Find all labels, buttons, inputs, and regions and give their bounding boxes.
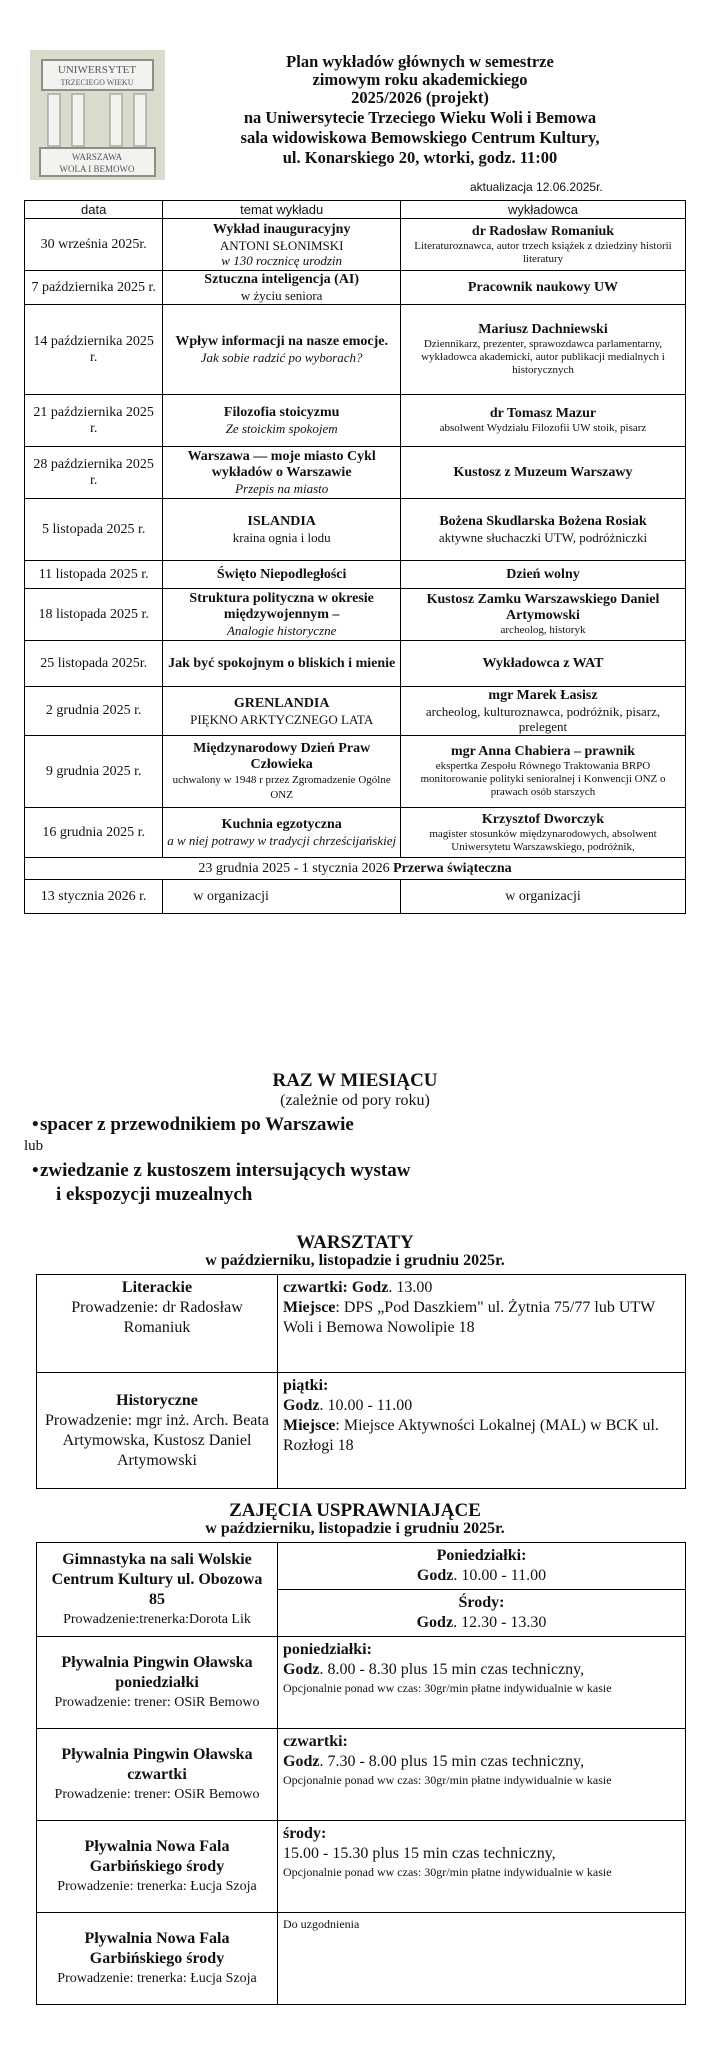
pool-4-note: Do uzgodnienia	[283, 1917, 360, 1931]
lecture-date: 7 października 2025 r.	[25, 271, 163, 305]
pool-4-name: Pływalnia Nowa Fala Garbińskiego środy	[84, 1929, 230, 1967]
lecture-note: Jak sobie radzić po wyborach?	[200, 350, 363, 365]
fitness-title: ZAJĘCIA USPRAWNIAJĄCE	[229, 1500, 481, 1521]
lecture-lecturer	[400, 219, 685, 271]
workshop-history-day: piątki:	[283, 1377, 329, 1394]
table-row	[37, 1637, 686, 1729]
workshop-literary-place: : DPS „Pod Daszkiem" ul. Żytnia 75/77 lub UTW Woli i Bemowa Nowolipie 18	[283, 1299, 655, 1336]
lecturer-description: Dziennikarz, prezenter, sprawozdawca parlamentarny, wykładowca akademicki, autor publikacji medialnych i historycznych	[421, 338, 665, 376]
lecture-date: 18 listopada 2025 r.	[25, 589, 163, 641]
pool-2-time: . 7.30 - 8.00 plus 15 min czas techniczny,	[319, 1753, 585, 1770]
monthly-item-walk: • spacer z przewodnikiem po Warszawie	[40, 1114, 354, 1136]
lecturer-name: Wykładowca z WAT	[482, 655, 604, 671]
table-row	[37, 1543, 686, 1590]
lecture-topic	[163, 561, 401, 589]
workshops-title: WARSZTATY	[296, 1232, 414, 1253]
workshop-history-time: . 10.00 - 11.00	[319, 1397, 413, 1414]
lecturer-name: Pracownik naukowy UW	[467, 279, 619, 295]
pool-3-note: Opcjonalnie ponad ww czas: 30gr/min płatne indywidualnie w kasie	[283, 1865, 612, 1879]
lecture-topic	[163, 808, 401, 858]
monthly-subtitle: (zależnie od pory roku)	[280, 1092, 430, 1109]
table-row	[37, 1373, 686, 1489]
lecturer-name: mgr Anna Chabiera – prawnik	[450, 744, 636, 759]
lecturer-description: aktywne słuchaczki UTW, podróżniczki	[438, 530, 648, 545]
pool-3-lead: Prowadzenie: trenerka: Łucja Szoja	[57, 1878, 257, 1894]
pool-3-time: 15.00 - 15.30 plus 15 min czas techniczny,	[283, 1845, 556, 1862]
lecturer-name: Kustosz z Muzeum Warszawy	[453, 464, 633, 480]
lecture-note: a w niej potrawy w tradycji chrześcijańskiej	[167, 833, 397, 848]
lecture-title: Wpływ informacji na nasze emocje.	[175, 334, 388, 349]
place-label: Miejsce	[283, 1417, 336, 1434]
workshops-table	[36, 1274, 686, 1489]
lecturer-name: Krzysztof Dworczyk	[481, 811, 605, 827]
time-label: Godz	[416, 1614, 454, 1631]
col-header-topic: temat wykładu	[163, 201, 401, 219]
table-row	[25, 271, 686, 305]
pool-1-note: Opcjonalnie ponad ww czas: 30gr/min płatne indywidualnie w kasie	[283, 1681, 612, 1695]
lecture-date: 21 października 2025 r.	[25, 395, 163, 447]
table-row	[25, 219, 686, 271]
logo-text-3: WARSZAWA	[71, 152, 123, 162]
workshop-history-lead: Prowadzenie: mgr inż. Arch. Beata Artymowska, Kustosz Daniel Artymowski	[45, 1411, 269, 1469]
gym-name: Gimnastyka na sali Wolskie Centrum Kultury ul. Obozowa 85	[51, 1550, 263, 1608]
lecture-lecturer	[400, 395, 685, 447]
lecture-lecturer	[400, 305, 685, 395]
lecturer-name: Dzień wolny	[506, 566, 580, 582]
lecturer-description: magister stosunków międzynarodowych, absolwent Uniwersytetu Warszawskiego, podróżnik,	[429, 827, 657, 853]
gym-day-1: Poniedziałki:	[436, 1547, 527, 1564]
header-line-1: Plan wykładów głównych w semestrze	[286, 52, 554, 71]
lecturer-name: dr Radosław Romaniuk	[471, 223, 615, 239]
lecture-title: Struktura polityczna w okresie międzywojennym –	[189, 591, 374, 622]
lecture-title: Sztuczna inteligencja (AI)	[204, 272, 360, 287]
table-row	[25, 808, 686, 858]
lecturer-name: Bożena Skudlarska Bożena Rosiak	[439, 514, 647, 529]
lecture-lecturer	[400, 561, 685, 589]
update-date: aktualizacja 12.06.2025r.	[470, 180, 603, 194]
pool-1-day: poniedziałki:	[283, 1641, 372, 1658]
lecturer-name: dr Tomasz Mazur	[489, 406, 597, 421]
lecture-title: Filozofia stoicyzmu	[223, 405, 340, 420]
monthly-item-museum: • zwiedzanie z kustoszem intersujących wystaw	[40, 1160, 410, 1182]
gym-day-2: Środy:	[458, 1594, 505, 1611]
pool-1-lead: Prowadzenie: trener: OSiR Bemowo	[54, 1694, 260, 1710]
col-header-date: data	[25, 201, 163, 219]
lecture-title: Kuchnia egzotyczna	[221, 817, 342, 832]
lecture-topic: w organizacji	[163, 880, 401, 914]
gym-time-1: . 10.00 - 11.00	[453, 1567, 547, 1584]
lecture-topic	[163, 499, 401, 561]
lecture-title: Jak być spokojnym o bliskich i mienie	[168, 655, 396, 671]
gym-time-2: . 12.30 - 13.30	[453, 1614, 547, 1631]
lecturer-name: Mariusz Dachniewski	[478, 322, 608, 337]
lecture-topic	[163, 736, 401, 808]
time-label: Godz	[416, 1567, 454, 1584]
lecture-topic	[163, 305, 401, 395]
time-label: Godz	[283, 1397, 320, 1414]
logo-text-1: UNIWERSYTET	[57, 64, 137, 76]
lecturer-description: archeolog, kulturoznawca, podróżnik, pisarz, prelegent	[425, 704, 661, 734]
monthly-or: lub	[24, 1138, 44, 1154]
lecture-topic	[163, 395, 401, 447]
lecture-lecturer: w organizacji	[400, 880, 685, 914]
workshops-subtitle: w październiku, listopadzie i grudniu 2025r.	[205, 1252, 505, 1269]
workshop-history-name: Historyczne	[116, 1391, 198, 1409]
header-line-6: ul. Konarskiego 20, wtorki, godz. 11:00	[282, 148, 558, 167]
fitness-subtitle: w październiku, listopadzie i grudniu 2025r.	[205, 1520, 505, 1537]
lecture-date: 25 listopada 2025r.	[25, 641, 163, 687]
gym-lead: Prowadzenie:trenerka:Dorota Lik	[63, 1611, 251, 1627]
lecture-lecturer	[400, 447, 685, 499]
table-row	[25, 305, 686, 395]
break-row	[25, 858, 686, 880]
lecture-date: 2 grudnia 2025 r.	[25, 687, 163, 736]
lecture-lecturer	[400, 687, 685, 736]
lecture-date: 30 września 2025r.	[25, 219, 163, 271]
table-row	[25, 499, 686, 561]
monthly-title: RAZ W MIESIĄCU	[272, 1070, 438, 1091]
lecture-note: Analogie historyczne	[226, 623, 337, 638]
lecture-date: 5 listopada 2025 r.	[25, 499, 163, 561]
lecture-date: 16 grudnia 2025 r.	[25, 808, 163, 858]
lecture-title: GRENLANDIA	[233, 695, 330, 711]
lecture-lecturer	[400, 271, 685, 305]
pool-2-name: Pływalnia Pingwin Oławska czwartki	[61, 1745, 253, 1783]
lecture-subtitle: uchwalony w 1948 r przez Zgromadzenie Ogólne ONZ	[172, 773, 391, 801]
pool-1-time: . 8.00 - 8.30 plus 15 min czas techniczny,	[319, 1661, 585, 1678]
time-label: Godz	[283, 1753, 320, 1770]
lecture-date: 9 grudnia 2025 r.	[25, 736, 163, 808]
utw-logo	[30, 50, 165, 180]
lecture-lecturer	[400, 736, 685, 808]
pool-4-lead: Prowadzenie: trenerka: Łucja Szoja	[57, 1970, 257, 1986]
header-line-2: zimowym roku akademickiego	[312, 70, 528, 89]
table-row	[25, 880, 686, 914]
lecture-topic	[163, 687, 401, 736]
time-label: Godz	[283, 1661, 320, 1678]
workshop-literary-time: . 13.00	[388, 1279, 433, 1296]
lecture-schedule-table	[24, 200, 686, 914]
table-row	[25, 395, 686, 447]
logo-text-2: TRZECIEGO WIEKU	[60, 78, 134, 87]
lecture-date: 13 stycznia 2026 r.	[25, 880, 163, 914]
table-row	[25, 687, 686, 736]
lecture-lecturer	[400, 499, 685, 561]
logo-text-4: WOLA I BEMOWO	[59, 164, 135, 174]
pool-1-name: Pływalnia Pingwin Oławska poniedziałki	[61, 1653, 253, 1691]
table-row	[37, 1821, 686, 1913]
lecture-subtitle: w życiu seniora	[240, 288, 323, 303]
fitness-table	[36, 1542, 686, 2005]
header-line-5: sala widowiskowa Bemowskiego Centrum Kultury,	[240, 128, 600, 147]
lecture-title: Święto Niepodległości	[216, 566, 347, 582]
header-line-4: na Uniwersytecie Trzeciego Wieku Woli i Bemowa	[243, 108, 597, 127]
table-header-row	[25, 201, 686, 219]
table-row	[25, 736, 686, 808]
table-row	[25, 561, 686, 589]
workshop-literary-lead: Prowadzenie: dr Radosław Romaniuk	[71, 1299, 243, 1336]
pool-3-day: środy:	[283, 1825, 327, 1842]
table-row	[37, 1913, 686, 2005]
workshop-history-place: : Miejsce Aktywności Lokalnej (MAL) w BCK ul. Rozłogi 18	[283, 1417, 659, 1454]
lecture-topic	[163, 219, 401, 271]
lecture-lecturer	[400, 641, 685, 687]
lecture-subtitle: ANTONI SŁONIMSKI	[219, 237, 344, 253]
lecture-lecturer	[400, 808, 685, 858]
lecture-date: 28 października 2025 r.	[25, 447, 163, 499]
pool-3-name: Pływalnia Nowa Fala Garbińskiego środy	[84, 1837, 230, 1875]
pool-2-note: Opcjonalnie ponad ww czas: 30gr/min płatne indywidualnie w kasie	[283, 1773, 612, 1787]
monthly-item-museum-cont: i ekspozycji muzealnych	[56, 1184, 253, 1205]
lecture-title: Warszawa — moje miasto Cykl wykładów o Warszawie	[187, 449, 376, 480]
table-row	[25, 641, 686, 687]
table-row	[25, 589, 686, 641]
lecture-note: Przepis na miasto	[235, 481, 329, 496]
table-row	[37, 1729, 686, 1821]
lecture-topic	[163, 641, 401, 687]
lecturer-description: archeolog, historyk	[500, 624, 586, 636]
lecturer-name: mgr Marek Łasisz	[488, 688, 598, 703]
lecture-subtitle: kraina ognia i lodu	[232, 530, 331, 545]
lecture-lecturer	[400, 589, 685, 641]
lecture-topic	[163, 589, 401, 641]
workshop-literary-name: Literackie	[121, 1279, 193, 1296]
break-dates: 23 grudnia 2025 - 1 stycznia 2026	[198, 860, 390, 876]
table-row	[37, 1275, 686, 1373]
lecturer-description: ekspertka Zespołu Równego Traktowania BRPO monitorowanie polityki senioralnej i Konwencji ONZ o prawach osób starszych	[420, 760, 666, 798]
lecture-title: Międzynarodowy Dzień Praw Człowieka	[193, 740, 371, 772]
workshop-literary-day: czwartki:	[283, 1279, 348, 1296]
col-header-lecturer: wykładowca	[400, 201, 685, 219]
pool-2-day: czwartki:	[283, 1733, 348, 1750]
lecturer-description: Literaturoznawca, autor trzech książek z dziedziny historii literatury	[414, 239, 672, 265]
lecture-subtitle: PIĘKNO ARKTYCZNEGO LATA	[190, 711, 374, 727]
break-label: Przerwa świąteczna	[393, 860, 512, 876]
lecture-date: 14 października 2025 r.	[25, 305, 163, 395]
lecturer-description: absolwent Wydziału Filozofii UW stoik, pisarz	[439, 422, 647, 434]
lecture-note: w 130 rocznicę urodzin	[221, 252, 343, 268]
lecture-title: ISLANDIA	[247, 514, 316, 529]
lecture-topic	[163, 271, 401, 305]
lecture-topic	[163, 447, 401, 499]
table-row	[25, 447, 686, 499]
place-label: Miejsce	[283, 1299, 336, 1316]
lecture-date: 11 listopada 2025 r.	[25, 561, 163, 589]
lecture-title: Wykład inauguracyjny	[212, 221, 351, 237]
lecturer-name: Kustosz Zamku Warszawskiego Daniel Artymowski	[426, 592, 660, 623]
time-label: Godz	[351, 1279, 389, 1296]
pool-2-lead: Prowadzenie: trener: OSiR Bemowo	[54, 1786, 260, 1802]
header-line-3: 2025/2026 (projekt)	[351, 88, 489, 107]
lecture-note: Ze stoickim spokojem	[225, 421, 338, 436]
